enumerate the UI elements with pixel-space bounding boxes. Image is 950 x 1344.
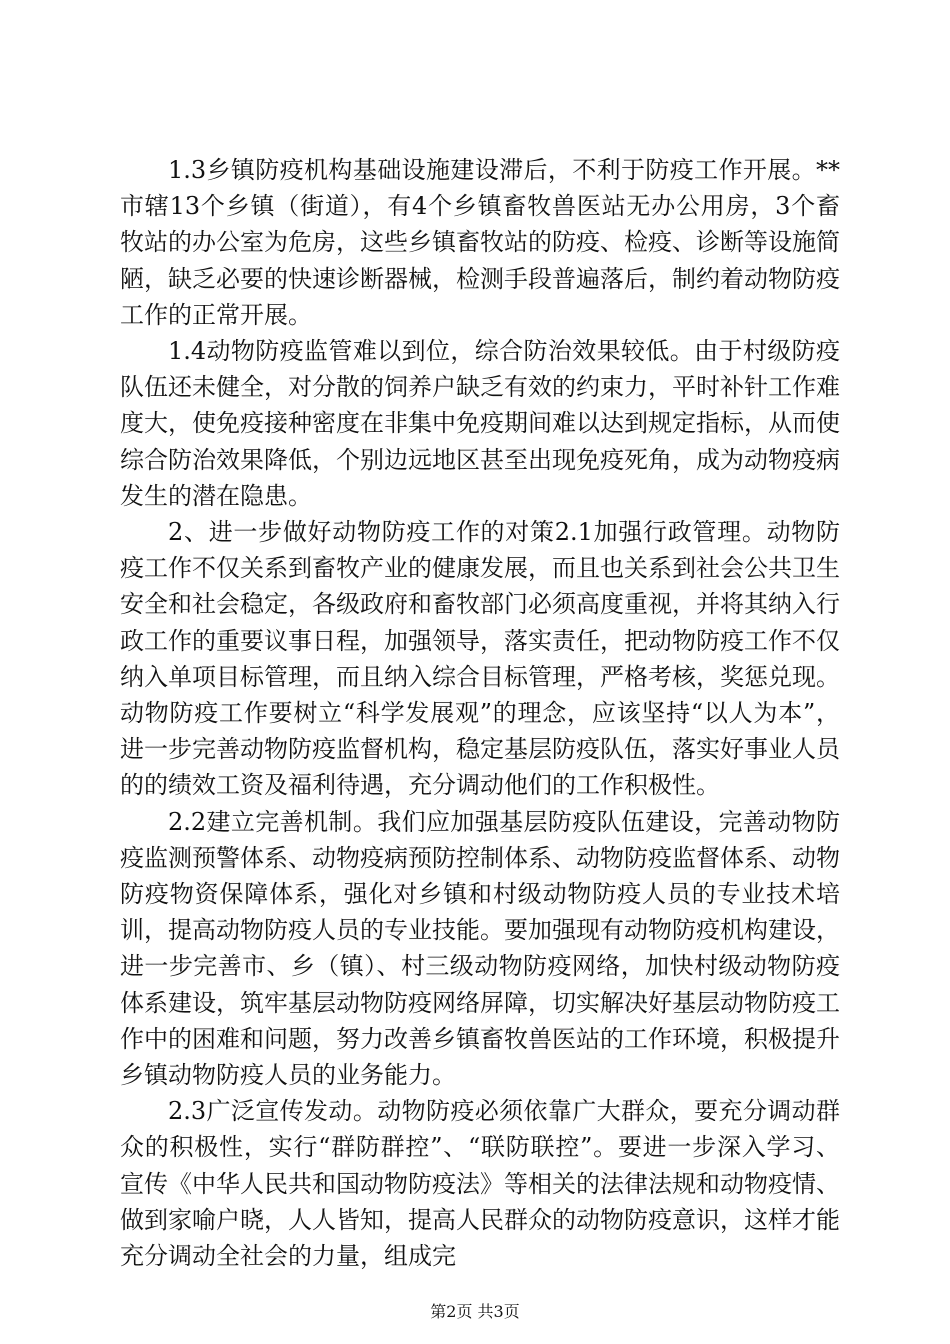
document-body [120, 152, 840, 1274]
paragraph-2-1-administration: 2、进一步做好动物防疫工作的对策2.1加强行政管理。动物防疫工作不仅关系到畜牧产业的健康发展，而且也关系到社会公共卫生安全和社会稳定，各级政府和畜牧部门必须高度重视，并将其纳入行政工作的重要议事日程，加强领导，落实责任，把动物防疫工作不仅纳入单项目标管理，而且纳入综合目标管理，严格考核，奖惩兑现。动物防疫工作要树立“科学发展观”的理念，应该坚持“以人为本”，进一步完善动物防疫监督机构，稳定基层防疫队伍，落实好事业人员的的绩效工资及福利待遇，充分调动他们的工作积极性。 [120, 518, 840, 800]
paragraph-2-3-publicity: 2.3广泛宣传发动。动物防疫必须依靠广大群众，要充分调动群众的积极性，实行“群防群控”、“联防联控”。要进一步深入学习、宣传《中华人民共和国动物防疫法》等相关的法律法规和动物疫情、做到家喻户晓，人人皆知，提高人民群众的动物防疫意识，这样才能充分调动全社会的力量，组成完 [120, 1097, 840, 1271]
page-number-footer: 第2页 共3页 [430, 1302, 520, 1321]
paragraph-2-2-mechanism: 2.2建立完善机制。我们应加强基层防疫队伍建设，完善动物防疫监测预警体系、动物疫病预防控制体系、动物防疫监督体系、动物防疫物资保障体系，强化对乡镇和村级动物防疫人员的专业技术培训，提高动物防疫人员的专业技能。要加强现有动物防疫机构建设，进一步完善市、乡（镇）、村三级动物防疫网络，加快村级动物防疫体系建设，筑牢基层动物防疫网络屏障，切实解决好基层动物防疫工作中的困难和问题，努力改善乡镇畜牧兽医站的工作环境，积极提升乡镇动物防疫人员的业务能力。 [120, 807, 840, 1090]
paragraph-1-3-facilities: 1.3乡镇防疫机构基础设施建设滞后，不利于防疫工作开展。**市辖13个乡镇（街道），有4个乡镇畜牧兽医站无办公用房，3个畜牧站的办公室为危房，这些乡镇畜牧站的防疫、检疫、诊断等设施简陋，缺乏必要的快速诊断器械，检测手段普遍落后，制约着动物防疫工作的正常开展。 [120, 156, 840, 329]
paragraph-1-4-supervision: 1.4动物防疫监管难以到位，综合防治效果较低。由于村级防疫队伍还未健全，对分散的饲养户缺乏有效的约束力，平时补针工作难度大，使免疫接种密度在非集中免疫期间难以达到规定指标，从而使综合防治效果降低，个别边远地区甚至出现免疫死角，成为动物疫病发生的潜在隐患。 [120, 337, 840, 510]
